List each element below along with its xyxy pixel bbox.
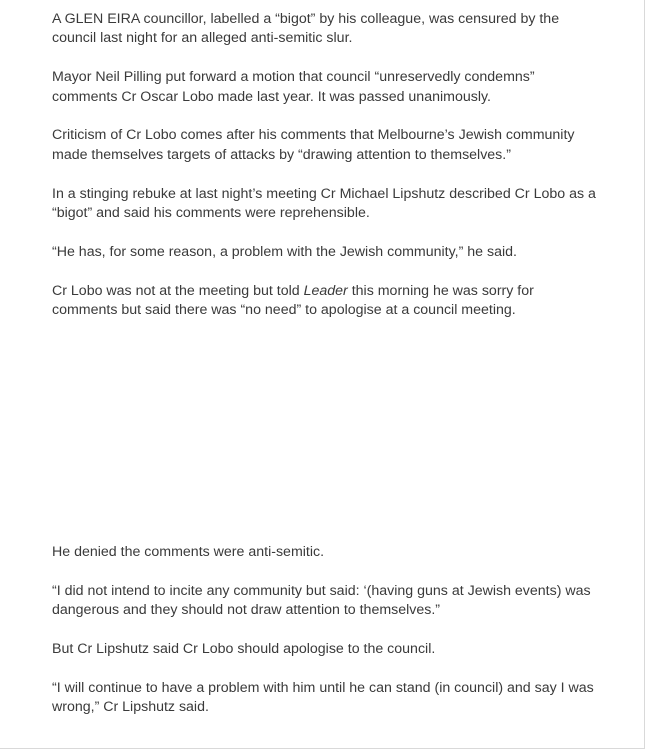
article-body xyxy=(52,10,600,737)
article-paragraph-4: In a stinging rebuke at last night’s meeting Cr Michael Lipshutz described Cr Lobo as a “bigot” and said his comments were reprehensible. xyxy=(52,185,596,222)
article-paragraph-3: Criticism of Cr Lobo comes after his comments that Melbourne’s Jewish community made themselves targets of attacks by “drawing attention to themselves.” xyxy=(52,127,575,163)
article-paragraph-1: A GLEN EIRA councillor, labelled a “bigot” by his colleague, was censured by the council last night for an alleged anti-semitic slur. xyxy=(52,11,560,47)
article-paragraph-10: “I will continue to have a problem with him until he can stand (in council) and say I was wrong,” Cr Lipshutz said. xyxy=(52,679,594,716)
article-paragraph-6 xyxy=(52,282,600,321)
paragraph-6-text-end: this morning he was sorry for comments but said there was “no need” to apologise at a council meeting. xyxy=(52,282,534,319)
article-paragraph-2: Mayor Neil Pilling put forward a motion that council “unreservedly condemns” comments Cr Oscar Lobo made last year. It was passed unanimously. xyxy=(52,69,535,105)
paragraph-6-text-start: Cr Lobo was not at the meeting but told xyxy=(52,282,304,299)
article-paragraph-7: He denied the comments were anti-semitic. xyxy=(52,543,325,560)
publication-name: Leader xyxy=(303,282,348,299)
embedded-content-gap xyxy=(52,340,600,543)
article-paragraph-9: But Cr Lipshutz said Cr Lobo should apologise to the council. xyxy=(52,640,436,657)
article-paragraph-5: “He has, for some reason, a problem with the Jewish community,” he said. xyxy=(52,243,517,260)
article-paragraph-8: “I did not intend to incite any community but said: ‘(having guns at Jewish events) was dangerous and they should not draw attention to themselves.” xyxy=(52,582,591,619)
